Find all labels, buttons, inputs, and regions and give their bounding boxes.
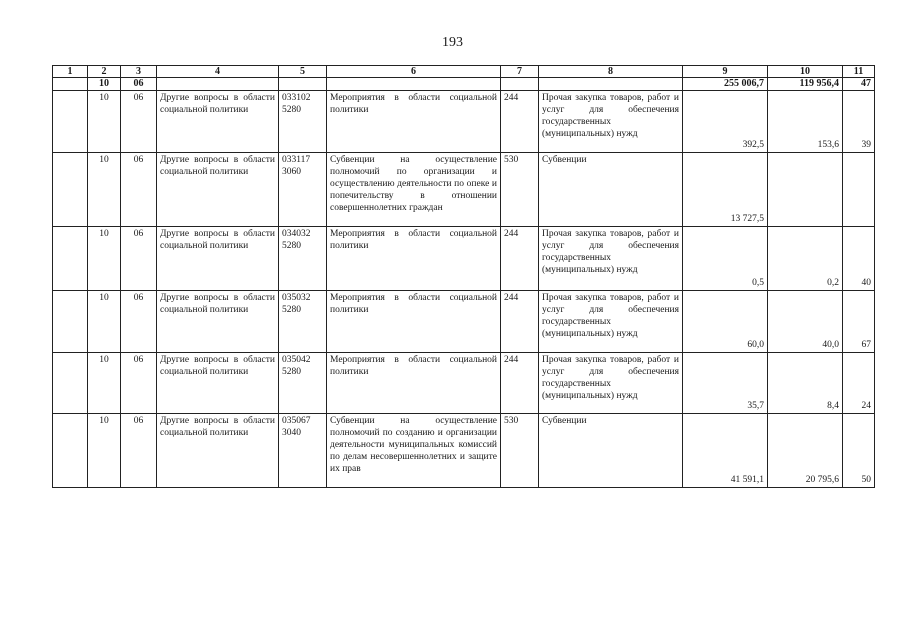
table-row [53,353,875,414]
table-cell [53,414,88,488]
table-cell: 244 [501,227,539,291]
table-cell: 50 [843,414,875,488]
table-cell: 0,5 [683,227,768,291]
table-cell [327,78,501,91]
table-cell: 10 [88,91,121,153]
budget-table [52,65,875,488]
table-row [53,153,875,227]
table-cell: 033117 3060 [279,153,327,227]
table-cell: 40,0 [768,291,843,353]
table-cell: 60,0 [683,291,768,353]
table-cell [53,353,88,414]
table-cell: 10 [88,153,121,227]
table-cell [53,78,88,91]
column-header: 1 [53,66,88,78]
table-cell: Прочая закупка товаров, работ и услуг для обеспечения государственных (муниципальных) нужд [539,353,683,414]
table-row [53,91,875,153]
table-cell: Прочая закупка товаров, работ и услуг для обеспечения государственных (муниципальных) нужд [539,91,683,153]
table-cell: 35,7 [683,353,768,414]
table-cell: 10 [88,227,121,291]
table-cell [53,227,88,291]
table-cell: 40 [843,227,875,291]
table-cell: 255 006,7 [683,78,768,91]
table-cell: Другие вопросы в области социальной политики [157,153,279,227]
table-cell: 06 [121,414,157,488]
header-row [53,66,875,78]
table-cell: 035042 5280 [279,353,327,414]
table-cell: 244 [501,91,539,153]
column-header: 5 [279,66,327,78]
table-cell: 67 [843,291,875,353]
table-cell: Другие вопросы в области социальной политики [157,227,279,291]
table-cell: Субвенции [539,414,683,488]
table-row [53,291,875,353]
table-cell: Мероприятия в области социальной политики [327,353,501,414]
table-cell: 035032 5280 [279,291,327,353]
column-header: 7 [501,66,539,78]
table-cell: Субвенции на осуществление полномочий по организации и осуществлению деятельности по опеке и попечительству в отношении совершеннолетних граждан [327,153,501,227]
table-cell: 06 [121,78,157,91]
table-cell: 41 591,1 [683,414,768,488]
table-cell: 244 [501,353,539,414]
table-cell: 10 [88,78,121,91]
table-cell: Мероприятия в области социальной политики [327,291,501,353]
table-cell: Субвенции [539,153,683,227]
table-cell: 06 [121,227,157,291]
table-cell: 034032 5280 [279,227,327,291]
table-cell [53,291,88,353]
table-cell: 20 795,6 [768,414,843,488]
table-cell: 24 [843,353,875,414]
column-header: 3 [121,66,157,78]
column-header: 9 [683,66,768,78]
table-cell: Прочая закупка товаров, работ и услуг для обеспечения государственных (муниципальных) нужд [539,227,683,291]
table-cell [53,91,88,153]
table-cell: 10 [88,291,121,353]
table-cell: 06 [121,153,157,227]
table-row [53,414,875,488]
table-cell [539,78,683,91]
table-cell [843,153,875,227]
column-header: 2 [88,66,121,78]
table-cell: 530 [501,153,539,227]
table-row [53,227,875,291]
column-header: 10 [768,66,843,78]
table-cell: 392,5 [683,91,768,153]
table-cell [279,78,327,91]
table-cell: 47 [843,78,875,91]
table-cell: 13 727,5 [683,153,768,227]
column-header: 11 [843,66,875,78]
table-cell: 244 [501,291,539,353]
table-cell [157,78,279,91]
table-cell: Другие вопросы в области социальной политики [157,291,279,353]
table-cell: Мероприятия в области социальной политики [327,91,501,153]
page-number: 193 [442,35,463,50]
column-header: 4 [157,66,279,78]
table-cell: 033102 5280 [279,91,327,153]
table-cell: Другие вопросы в области социальной политики [157,353,279,414]
table-cell [768,153,843,227]
table-cell: 06 [121,91,157,153]
table-cell: 8,4 [768,353,843,414]
table-cell [53,153,88,227]
table-cell: Другие вопросы в области социальной политики [157,414,279,488]
table-cell: 10 [88,353,121,414]
table-cell: Мероприятия в области социальной политики [327,227,501,291]
table-cell: 10 [88,414,121,488]
summary-row [53,78,875,91]
column-header: 6 [327,66,501,78]
table-cell: 39 [843,91,875,153]
table-cell [501,78,539,91]
column-header: 8 [539,66,683,78]
table-cell: 530 [501,414,539,488]
table-cell: 035067 3040 [279,414,327,488]
table-cell: 119 956,4 [768,78,843,91]
table-cell: Другие вопросы в области социальной политики [157,91,279,153]
table-cell: 06 [121,353,157,414]
table-cell: 153,6 [768,91,843,153]
table-cell: Субвенции на осуществление полномочий по созданию и организации деятельности муниципальных комиссий по делам несовершеннолетних и защите их прав [327,414,501,488]
table-cell: 0,2 [768,227,843,291]
table-cell: 06 [121,291,157,353]
table-cell: Прочая закупка товаров, работ и услуг для обеспечения государственных (муниципальных) нужд [539,291,683,353]
